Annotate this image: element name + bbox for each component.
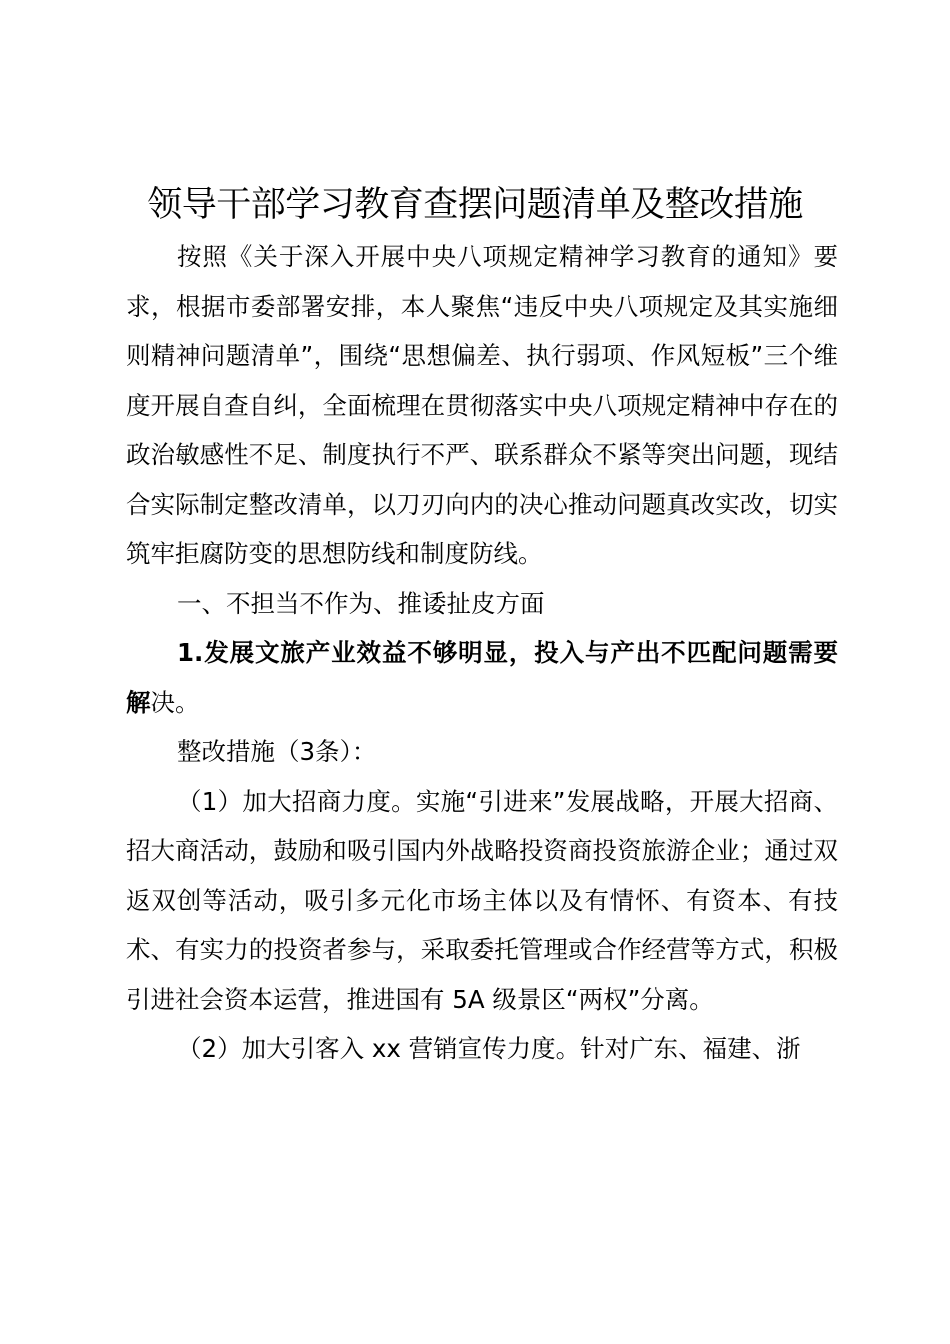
measure-paragraph-2: （2）加大引客入 xx 营销宣传力度。针对广东、福建、浙 [177,1034,801,1063]
measures-label: 整改措施（3条）： [177,737,377,766]
measure-paragraph-1: （1）加大招商力度。实施“引进来”发展战略，开展大招商、招大商活动，鼓励和吸引国内外战略投资商投资旅游企业；通过双返双创等活动，吸引多元化市场主体以及有情怀、有资本、有技术、有实力的投资者参与，采取委托管理或合作经营等方式，积极引进社会资本运营，推进国有 5A 级景区“两权”分离。 [126,786,838,1014]
problem-heading-tail-text: 决。 [150,687,200,717]
document-title: 领导干部学习教育查摆问题清单及整改措施 [147,185,803,225]
problem-heading-bold-text: 1.发展文旅产业效益不够明显，投入与产出不匹配问题需要解 [126,638,838,717]
document-body [126,232,838,1074]
section-heading: 一、不担当不作为、推诿扯皮方面 [177,588,545,618]
intro-paragraph: 按照《关于深入开展中央八项规定精神学习教育的通知》要求，根据市委部署安排，本人聚焦“违反中央八项规定及其实施细则精神问题清单”，围绕“思想偏差、执行弱项、作风短板”三个维度开展自查自纠，全面梳理在贯彻落实中央八项规定精神中存在的政治敏感性不足、制度执行不严、联系群众不紧等突出问题，现结合实际制定整改清单，以刀刃向内的决心推动问题真改实改，切实筑牢拒腐防变的思想防线和制度防线。 [126,242,838,568]
problem-heading [126,628,838,727]
